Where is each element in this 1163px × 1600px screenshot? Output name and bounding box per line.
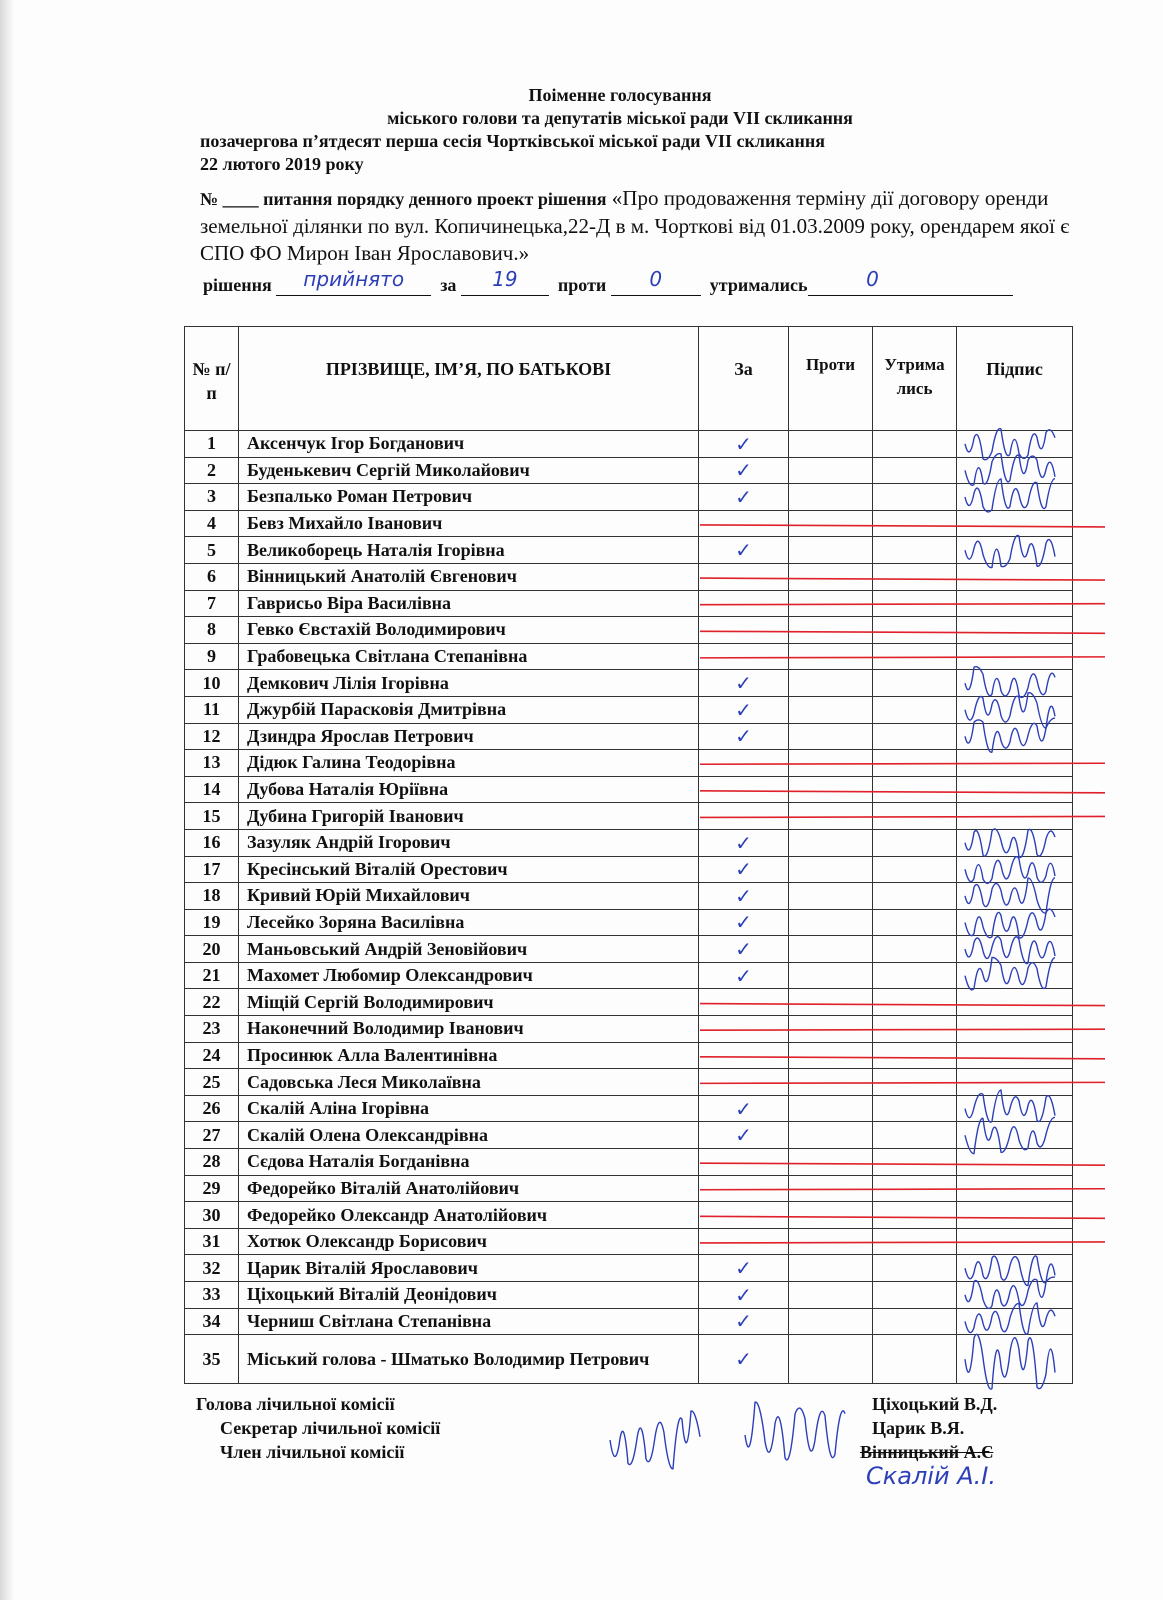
- row-number: 14: [185, 776, 239, 803]
- agenda-question: [200, 185, 1080, 267]
- row-number: 9: [185, 643, 239, 670]
- question-prefix: № ____ питання порядку денного проект рішення: [200, 189, 607, 209]
- row-number: 21: [185, 962, 239, 989]
- row-signature: [957, 1335, 1073, 1384]
- row-number: 35: [185, 1335, 239, 1384]
- row-vote-against: [789, 457, 873, 484]
- row-number: 5: [185, 537, 239, 564]
- table-row: [185, 670, 1073, 697]
- row-name: Ціхоцький Віталій Деонідович: [239, 1282, 699, 1309]
- table-row: [185, 457, 1073, 484]
- row-vote-for: [699, 643, 789, 670]
- row-signature: [957, 457, 1073, 484]
- row-vote-abstain: [873, 1228, 957, 1255]
- scan-edge-shadow: [0, 0, 14, 1600]
- row-number: 20: [185, 936, 239, 963]
- row-number: 13: [185, 750, 239, 777]
- table-row: [185, 1308, 1073, 1335]
- row-vote-for: [699, 1016, 789, 1043]
- row-vote-against: [789, 510, 873, 537]
- row-vote-for: ✓: [699, 1282, 789, 1309]
- row-name: Федорейко Віталій Анатолійович: [239, 1175, 699, 1202]
- row-signature: [957, 909, 1073, 936]
- row-vote-for: [699, 510, 789, 537]
- table-row: [185, 590, 1073, 617]
- row-vote-abstain: [873, 829, 957, 856]
- commission-names: [860, 1392, 997, 1464]
- row-vote-against: [789, 431, 873, 458]
- row-number: 1: [185, 431, 239, 458]
- row-vote-against: [789, 962, 873, 989]
- row-vote-for: [699, 989, 789, 1016]
- secretary-name: Царик В.Я.: [872, 1418, 965, 1438]
- row-vote-against: [789, 723, 873, 750]
- row-name: Демкович Лілія Ігорівна: [239, 670, 699, 697]
- table-header-row: [185, 327, 1073, 431]
- decision-field: [276, 267, 431, 296]
- for-field: [461, 267, 549, 296]
- table-row: [185, 750, 1073, 777]
- row-vote-abstain: [873, 803, 957, 830]
- row-number: 27: [185, 1122, 239, 1149]
- row-name: Царик Віталій Ярославович: [239, 1255, 699, 1282]
- row-vote-for: ✓: [699, 457, 789, 484]
- row-name: Лесейко Зоряна Василівна: [239, 909, 699, 936]
- row-signature: [957, 1308, 1073, 1335]
- row-signature: [957, 1042, 1073, 1069]
- row-number: 17: [185, 856, 239, 883]
- row-number: 12: [185, 723, 239, 750]
- row-signature: [957, 484, 1073, 511]
- row-name: Черниш Світлана Степанівна: [239, 1308, 699, 1335]
- row-vote-against: [789, 750, 873, 777]
- row-name: Міщій Сергій Володимирович: [239, 989, 699, 1016]
- row-vote-against: [789, 936, 873, 963]
- row-name: Джурбій Парасковія Дмитрівна: [239, 696, 699, 723]
- row-vote-against: [789, 484, 873, 511]
- table-row: [185, 563, 1073, 590]
- row-vote-abstain: [873, 457, 957, 484]
- row-signature: [957, 537, 1073, 564]
- row-signature: [957, 723, 1073, 750]
- row-vote-against: [789, 776, 873, 803]
- row-vote-against: [789, 617, 873, 644]
- header-for: За: [699, 327, 789, 431]
- table-row: [185, 1122, 1073, 1149]
- row-signature: [957, 1175, 1073, 1202]
- row-signature: [957, 750, 1073, 777]
- row-vote-abstain: [873, 856, 957, 883]
- row-vote-abstain: [873, 776, 957, 803]
- row-vote-against: [789, 1042, 873, 1069]
- chair-name: Ціхоцький В.Д.: [872, 1394, 998, 1414]
- row-vote-against: [789, 883, 873, 910]
- row-name: Аксенчук Ігор Богданович: [239, 431, 699, 458]
- header-subtitle: міського голови та депутатів міської ради VII скликання: [387, 108, 853, 128]
- row-signature: [957, 989, 1073, 1016]
- row-number: 22: [185, 989, 239, 1016]
- row-vote-for: ✓: [699, 484, 789, 511]
- row-vote-for: [699, 1149, 789, 1176]
- vote-table: [184, 326, 1073, 1384]
- row-vote-for: [699, 803, 789, 830]
- row-vote-abstain: [873, 1095, 957, 1122]
- row-vote-for: ✓: [699, 883, 789, 910]
- row-number: 2: [185, 457, 239, 484]
- row-name: Дубова Наталія Юріївна: [239, 776, 699, 803]
- table-row: [185, 696, 1073, 723]
- row-vote-for: [699, 1175, 789, 1202]
- table-row: [185, 723, 1073, 750]
- row-signature: [957, 1149, 1073, 1176]
- decision-line: [203, 267, 1083, 296]
- question-text: «Про продоваження терміну дії договору оренди земельної ділянки по вул. Копичинецька,22-Д в м. Чорткові від 01.03.2009 року, орендарем якої є СПО ФО Мирон Іван Ярославович.»: [200, 186, 1070, 265]
- row-vote-abstain: [873, 750, 957, 777]
- table-row: [185, 883, 1073, 910]
- row-name: Сєдова Наталія Богданівна: [239, 1149, 699, 1176]
- row-signature: [957, 1228, 1073, 1255]
- row-vote-abstain: [873, 563, 957, 590]
- row-number: 8: [185, 617, 239, 644]
- row-vote-abstain: [873, 962, 957, 989]
- row-vote-against: [789, 856, 873, 883]
- row-signature: [957, 1282, 1073, 1309]
- row-vote-for: [699, 563, 789, 590]
- row-signature: [957, 776, 1073, 803]
- abstain-field: [808, 267, 1013, 296]
- table-row: [185, 989, 1073, 1016]
- row-number: 18: [185, 883, 239, 910]
- row-vote-against: [789, 989, 873, 1016]
- row-vote-for: [699, 590, 789, 617]
- table-row: [185, 1016, 1073, 1043]
- row-number: 19: [185, 909, 239, 936]
- row-signature: [957, 431, 1073, 458]
- row-name: Великоборець Наталія Ігорівна: [239, 537, 699, 564]
- row-name: Хотюк Олександр Борисович: [239, 1228, 699, 1255]
- row-vote-for: ✓: [699, 537, 789, 564]
- header-num: № п/п: [185, 327, 239, 431]
- row-name: Гаврисьо Віра Василівна: [239, 590, 699, 617]
- row-vote-for: [699, 617, 789, 644]
- row-vote-for: ✓: [699, 1122, 789, 1149]
- header-name: ПРІЗВИЩЕ, ІМ’Я, ПО БАТЬКОВІ: [239, 327, 699, 431]
- row-vote-for: ✓: [699, 431, 789, 458]
- row-vote-against: [789, 1016, 873, 1043]
- header-title: Поіменне голосування: [528, 85, 712, 105]
- row-name: Дубина Григорій Іванович: [239, 803, 699, 830]
- row-vote-against: [789, 1122, 873, 1149]
- row-signature: [957, 670, 1073, 697]
- row-vote-for: ✓: [699, 696, 789, 723]
- row-vote-against: [789, 563, 873, 590]
- row-name: Грабовецька Світлана Степанівна: [239, 643, 699, 670]
- row-name: Кривий Юрій Михайлович: [239, 883, 699, 910]
- row-number: 10: [185, 670, 239, 697]
- row-vote-abstain: [873, 1122, 957, 1149]
- row-vote-for: ✓: [699, 1255, 789, 1282]
- row-number: 34: [185, 1308, 239, 1335]
- row-vote-abstain: [873, 989, 957, 1016]
- against-value: 0: [649, 267, 663, 291]
- decision-value: прийнято: [303, 267, 405, 291]
- row-signature: [957, 696, 1073, 723]
- abstain-label: утримались: [709, 275, 808, 295]
- row-vote-for: [699, 750, 789, 777]
- row-vote-against: [789, 829, 873, 856]
- decision-label: рішення: [203, 275, 272, 295]
- row-signature: [957, 936, 1073, 963]
- row-number: 4: [185, 510, 239, 537]
- row-vote-abstain: [873, 431, 957, 458]
- row-signature: [957, 590, 1073, 617]
- row-number: 6: [185, 563, 239, 590]
- row-name: Безпалько Роман Петрович: [239, 484, 699, 511]
- signature-scribble: [745, 1402, 845, 1460]
- row-number: 7: [185, 590, 239, 617]
- row-vote-against: [789, 670, 873, 697]
- row-signature: [957, 1255, 1073, 1282]
- table-row: [185, 484, 1073, 511]
- table-row: [185, 537, 1073, 564]
- row-number: 3: [185, 484, 239, 511]
- against-label: проти: [557, 275, 607, 295]
- row-vote-for: ✓: [699, 1095, 789, 1122]
- row-name: Кресінський Віталій Орестович: [239, 856, 699, 883]
- table-row: [185, 936, 1073, 963]
- row-vote-against: [789, 1069, 873, 1096]
- row-vote-against: [789, 1308, 873, 1335]
- row-vote-abstain: [873, 1255, 957, 1282]
- document-header: [200, 84, 1100, 176]
- row-number: 15: [185, 803, 239, 830]
- row-vote-against: [789, 643, 873, 670]
- row-name: Гевко Євстахій Володимирович: [239, 617, 699, 644]
- row-vote-for: [699, 1228, 789, 1255]
- row-vote-against: [789, 590, 873, 617]
- row-vote-for: ✓: [699, 936, 789, 963]
- row-vote-abstain: [873, 936, 957, 963]
- table-row: [185, 803, 1073, 830]
- session-line: позачергова п’ятдесят перша сесія Чортківської міської ради VII скликання: [200, 131, 825, 151]
- row-vote-abstain: [873, 670, 957, 697]
- row-vote-for: [699, 1069, 789, 1096]
- table-row: [185, 962, 1073, 989]
- row-name: Маньовський Андрій Зеновійович: [239, 936, 699, 963]
- row-vote-for: ✓: [699, 1335, 789, 1384]
- row-signature: [957, 617, 1073, 644]
- row-vote-for: ✓: [699, 670, 789, 697]
- row-vote-for: ✓: [699, 962, 789, 989]
- row-vote-abstain: [873, 617, 957, 644]
- row-signature: [957, 856, 1073, 883]
- row-number: 28: [185, 1149, 239, 1176]
- row-signature: [957, 1016, 1073, 1043]
- row-signature: [957, 510, 1073, 537]
- date-line: 22 лютого 2019 року: [200, 154, 364, 174]
- secretary-label: Секретар лічильної комісії: [220, 1418, 441, 1438]
- row-vote-abstain: [873, 510, 957, 537]
- table-row: [185, 643, 1073, 670]
- row-number: 32: [185, 1255, 239, 1282]
- row-vote-against: [789, 803, 873, 830]
- row-vote-abstain: [873, 1175, 957, 1202]
- row-signature: [957, 1069, 1073, 1096]
- row-signature: [957, 962, 1073, 989]
- row-vote-for: ✓: [699, 856, 789, 883]
- table-row: [185, 1042, 1073, 1069]
- row-vote-against: [789, 909, 873, 936]
- row-name: Дідюк Галина Теодорівна: [239, 750, 699, 777]
- table-row: [185, 776, 1073, 803]
- row-signature: [957, 563, 1073, 590]
- row-number: 23: [185, 1016, 239, 1043]
- row-number: 30: [185, 1202, 239, 1229]
- row-name: Дзиндра Ярослав Петрович: [239, 723, 699, 750]
- row-signature: [957, 643, 1073, 670]
- table-row: [185, 1069, 1073, 1096]
- row-number: 11: [185, 696, 239, 723]
- abstain-value: 0: [866, 267, 879, 291]
- row-vote-abstain: [873, 643, 957, 670]
- row-vote-abstain: [873, 1042, 957, 1069]
- row-number: 31: [185, 1228, 239, 1255]
- row-name: Махомет Любомир Олександрович: [239, 962, 699, 989]
- member-name-struck: Вінницький А.Є: [860, 1442, 994, 1462]
- row-vote-abstain: [873, 696, 957, 723]
- row-name: Бевз Михайло Іванович: [239, 510, 699, 537]
- table-row: [185, 1228, 1073, 1255]
- row-vote-abstain: [873, 1335, 957, 1384]
- table-row: [185, 1202, 1073, 1229]
- member-label: Член лічильної комісії: [220, 1442, 405, 1462]
- header-signature: Підпис: [957, 327, 1073, 431]
- table-row: [185, 1149, 1073, 1176]
- row-vote-against: [789, 1228, 873, 1255]
- table-row: [185, 1095, 1073, 1122]
- commission-labels: [196, 1392, 440, 1464]
- row-name: Садовська Леся Миколаївна: [239, 1069, 699, 1096]
- row-signature: [957, 1202, 1073, 1229]
- row-vote-abstain: [873, 1016, 957, 1043]
- row-number: 24: [185, 1042, 239, 1069]
- row-vote-abstain: [873, 1308, 957, 1335]
- row-vote-for: ✓: [699, 1308, 789, 1335]
- table-row: [185, 909, 1073, 936]
- against-field: [611, 267, 701, 296]
- member-name-handwritten: Скалій А.І.: [866, 1462, 996, 1490]
- row-number: 29: [185, 1175, 239, 1202]
- row-signature: [957, 1095, 1073, 1122]
- row-vote-abstain: [873, 1149, 957, 1176]
- row-vote-abstain: [873, 1282, 957, 1309]
- signature-scribble: [610, 1411, 700, 1469]
- header-abstain: Утримались: [873, 327, 957, 431]
- row-vote-for: [699, 776, 789, 803]
- row-name: Буденькевич Сергій Миколайович: [239, 457, 699, 484]
- row-vote-against: [789, 696, 873, 723]
- row-name: Наконечний Володимир Іванович: [239, 1016, 699, 1043]
- row-number: 33: [185, 1282, 239, 1309]
- row-name: Міський голова - Шматько Володимир Петрович: [239, 1335, 699, 1384]
- for-label: за: [440, 275, 457, 295]
- row-vote-for: ✓: [699, 909, 789, 936]
- row-vote-for: [699, 1202, 789, 1229]
- row-name: Федорейко Олександр Анатолійович: [239, 1202, 699, 1229]
- row-signature: [957, 883, 1073, 910]
- row-vote-abstain: [873, 723, 957, 750]
- row-vote-against: [789, 1255, 873, 1282]
- chair-label: Голова лічильної комісії: [196, 1394, 395, 1414]
- row-vote-abstain: [873, 1202, 957, 1229]
- row-vote-for: ✓: [699, 723, 789, 750]
- row-name: Зазуляк Андрій Ігорович: [239, 829, 699, 856]
- table-row: [185, 1282, 1073, 1309]
- row-vote-abstain: [873, 909, 957, 936]
- row-signature: [957, 803, 1073, 830]
- row-vote-against: [789, 1175, 873, 1202]
- row-vote-against: [789, 537, 873, 564]
- row-number: 16: [185, 829, 239, 856]
- row-vote-for: [699, 1042, 789, 1069]
- row-vote-against: [789, 1095, 873, 1122]
- row-vote-abstain: [873, 537, 957, 564]
- row-name: Скалій Аліна Ігорівна: [239, 1095, 699, 1122]
- row-vote-against: [789, 1202, 873, 1229]
- table-row: [185, 856, 1073, 883]
- table-row: [185, 1255, 1073, 1282]
- table-row: [185, 829, 1073, 856]
- row-vote-against: [789, 1149, 873, 1176]
- table-row: [185, 1335, 1073, 1384]
- table-row: [185, 1175, 1073, 1202]
- row-name: Вінницький Анатолій Євгенович: [239, 563, 699, 590]
- row-name: Просинюк Алла Валентинівна: [239, 1042, 699, 1069]
- header-against: Проти: [789, 327, 873, 431]
- row-vote-abstain: [873, 1069, 957, 1096]
- table-row: [185, 617, 1073, 644]
- table-row: [185, 431, 1073, 458]
- row-number: 25: [185, 1069, 239, 1096]
- row-vote-abstain: [873, 883, 957, 910]
- row-signature: [957, 1122, 1073, 1149]
- table-row: [185, 510, 1073, 537]
- row-vote-abstain: [873, 590, 957, 617]
- row-vote-abstain: [873, 484, 957, 511]
- row-vote-for: ✓: [699, 829, 789, 856]
- row-name: Скалій Олена Олександрівна: [239, 1122, 699, 1149]
- row-signature: [957, 829, 1073, 856]
- row-vote-against: [789, 1282, 873, 1309]
- row-number: 26: [185, 1095, 239, 1122]
- row-vote-against: [789, 1335, 873, 1384]
- for-value: 19: [492, 267, 518, 291]
